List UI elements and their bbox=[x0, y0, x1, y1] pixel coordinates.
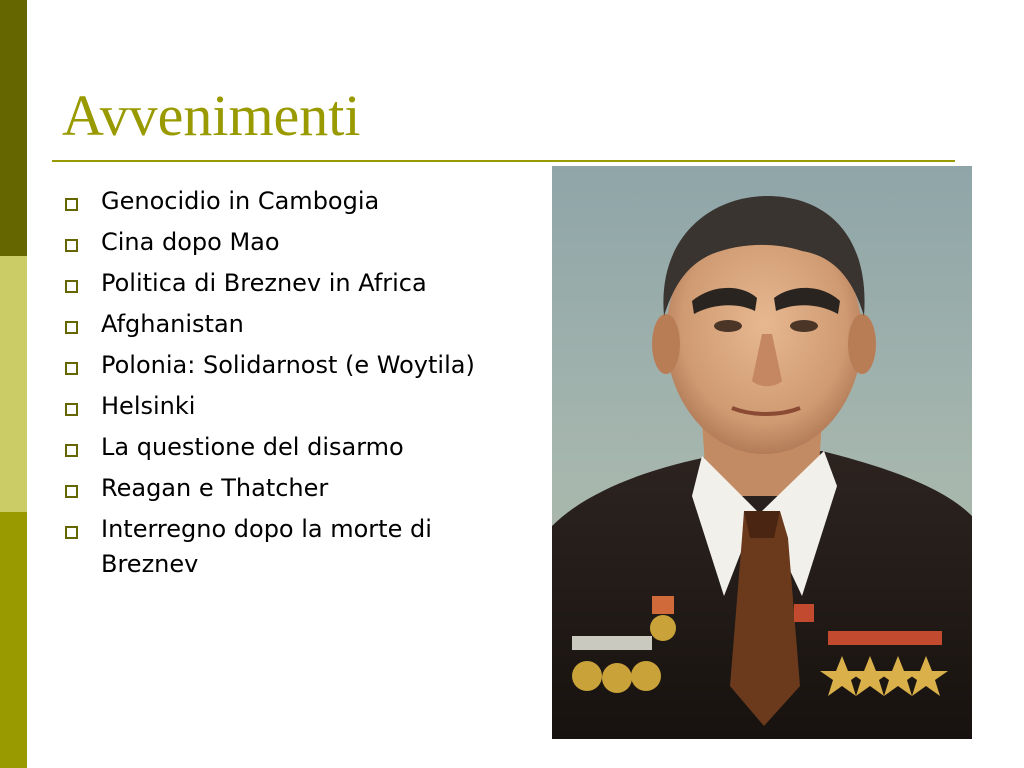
square-bullet-icon bbox=[65, 198, 78, 211]
portrait-photo-icon bbox=[552, 166, 972, 739]
bullet-list bbox=[62, 184, 502, 588]
list-item bbox=[62, 348, 502, 383]
square-bullet-icon bbox=[65, 239, 78, 252]
list-item-label: Politica di Breznev in Africa bbox=[101, 269, 427, 297]
square-bullet-icon bbox=[65, 362, 78, 375]
list-item-label: Afghanistan bbox=[101, 310, 244, 338]
square-bullet-icon bbox=[65, 403, 78, 416]
list-item-label: La questione del disarmo bbox=[101, 433, 404, 461]
list-item-label: Helsinki bbox=[101, 392, 196, 420]
left-stripe-light bbox=[0, 256, 27, 512]
list-item-label: Genocidio in Cambogia bbox=[101, 187, 380, 215]
square-bullet-icon bbox=[65, 526, 78, 539]
square-bullet-icon bbox=[65, 444, 78, 457]
square-bullet-icon bbox=[65, 321, 78, 334]
list-item bbox=[62, 184, 502, 219]
square-bullet-icon bbox=[65, 485, 78, 498]
list-item bbox=[62, 389, 502, 424]
left-stripe-olive bbox=[0, 512, 27, 768]
list-item bbox=[62, 430, 502, 465]
list-item-label: Reagan e Thatcher bbox=[101, 474, 329, 502]
list-item bbox=[62, 512, 502, 582]
title-divider bbox=[52, 160, 955, 162]
list-item bbox=[62, 266, 502, 301]
list-item bbox=[62, 471, 502, 506]
list-item bbox=[62, 307, 502, 342]
portrait-photo bbox=[552, 166, 972, 739]
list-item bbox=[62, 225, 502, 260]
list-item-label: Polonia: Solidarnost (e Woytila) bbox=[101, 351, 475, 379]
list-item-label: Cina dopo Mao bbox=[101, 228, 280, 256]
slide-title: Avvenimenti bbox=[62, 83, 361, 148]
square-bullet-icon bbox=[65, 280, 78, 293]
list-item-label: Interregno dopo la morte di Breznev bbox=[101, 515, 432, 578]
left-stripe-dark bbox=[0, 0, 27, 256]
